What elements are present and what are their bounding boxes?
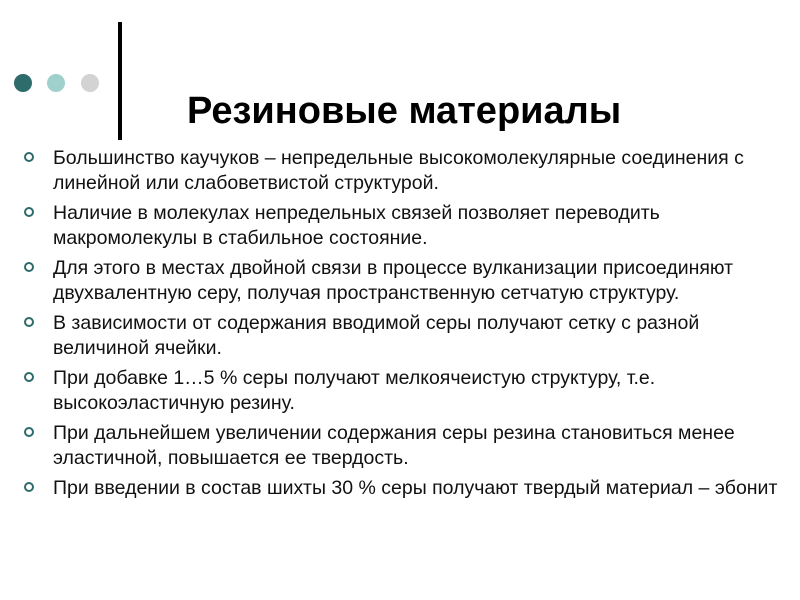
bullet-text: В зависимости от содержания вводимой серы получают сетку с разной величиной ячейки.: [53, 312, 700, 359]
bullet-circle-icon: [24, 207, 34, 217]
bullet-circle-icon: [24, 427, 34, 437]
bullet-item: [22, 146, 792, 196]
bullet-text: Большинство каучуков – непредельные высокомолекулярные соединения с линейной или слабоветвистой структурой.: [53, 147, 744, 194]
bullet-text: Наличие в молекулах непредельных связей позволяет переводить макромолекулы в стабильное состояние.: [53, 202, 660, 249]
bullet-item: [22, 256, 792, 306]
bullet-list: [22, 146, 792, 506]
decorative-dot-dark: [14, 74, 32, 92]
bullet-circle-icon: [24, 372, 34, 382]
bullet-item: [22, 201, 792, 251]
bullet-circle-icon: [24, 482, 34, 492]
bullet-text: При добавке 1…5 % серы получают мелкоячеистую структуру, т.е. высокоэластичную резину.: [53, 367, 656, 414]
bullet-text: Для этого в местах двойной связи в процессе вулканизации присоединяют двухвалентную серу, получая пространственную сетчатую структуру.: [53, 257, 734, 304]
decorative-dot-light: [47, 74, 65, 92]
bullet-text: При дальнейшем увеличении содержания серы резина становиться менее эластичной, повышается ее твердость.: [53, 422, 735, 469]
bullet-item: [22, 476, 792, 501]
title-divider-line: [118, 22, 122, 140]
bullet-item: [22, 366, 792, 416]
bullet-circle-icon: [24, 152, 34, 162]
bullet-item: [22, 421, 792, 471]
bullet-text: При введении в состав шихты 30 % серы получают твердый материал – эбонит: [53, 477, 778, 499]
bullet-item: [22, 311, 792, 361]
slide-title: Резиновые материалы: [187, 90, 622, 133]
bullet-circle-icon: [24, 262, 34, 272]
decorative-dot-gray: [81, 74, 99, 92]
bullet-circle-icon: [24, 317, 34, 327]
